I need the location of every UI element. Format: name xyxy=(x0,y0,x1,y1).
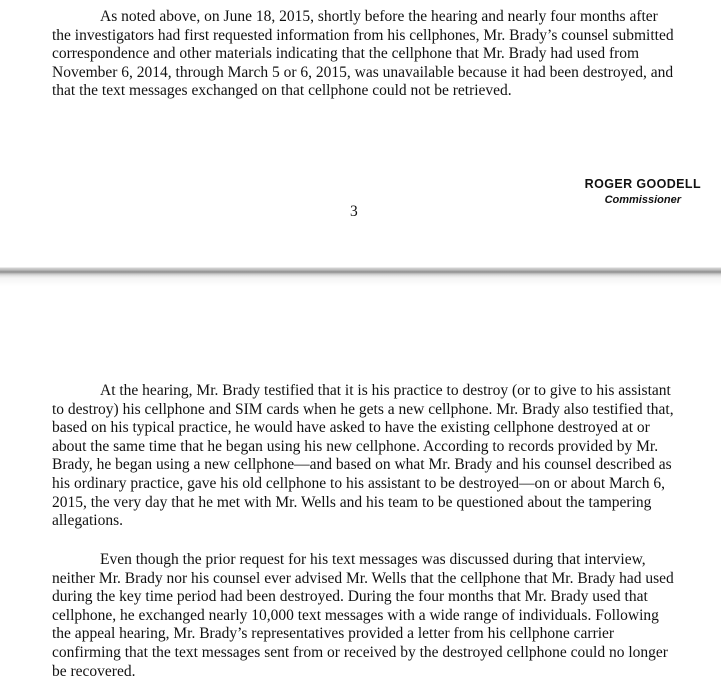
paragraph-hearing-testimony: At the hearing, Mr. Brady testified that it is his practice to destroy (or to give to his assistant to destroy) his cellphone and SIM cards when he gets a new cellphone. Mr. Brady also testified that, based on his typical practice, he would have asked to have the existing cellphone destroyed at or about the same time that he began using his new cellphone. According to records provided by Mr. Brady, he began using a new cellphone—and based on what Mr. Brady and his counsel described as his ordinary practice, gave his old cellphone to his assistant to be destroyed—on or about March 6, 2015, the very day that he met with Mr. Wells and his team to be questioned about the tampering allegations. xyxy=(52,382,674,530)
signature-block xyxy=(585,177,701,206)
signature-name: ROGER GOODELL xyxy=(584,177,701,191)
page-number: 3 xyxy=(350,203,358,220)
signature-title: Commissioner xyxy=(604,194,681,206)
paragraph-cellphone-destroyed: As noted above, on June 18, 2015, shortly before the hearing and nearly four months after the investigators had first requested information from his cellphones, Mr. Brady’s counsel submitted correspondence and other materials indicating that the cellphone that Mr. Brady had used from November 6, 2014, through March 5 or 6, 2015, was unavailable because it had been destroyed, and that the text messages exchanged on that cellphone could not be retrieved. xyxy=(52,8,674,100)
paragraph-text-messages: Even though the prior request for his text messages was discussed during that interview, neither Mr. Brady nor his counsel ever advised Mr. Wells that the cellphone that Mr. Brady had used during the key time period had been destroyed. During the four months that Mr. Brady used that cellphone, he exchanged nearly 10,000 text messages with a wide range of individuals. Following the appeal hearing, Mr. Brady’s representatives provided a letter from his cellphone carrier confirming that the text messages sent from or received by the destroyed cellphone could no longer be recovered. xyxy=(52,551,674,680)
document-page-bottom xyxy=(0,286,721,688)
document-page-top xyxy=(0,0,721,262)
page-divider xyxy=(0,262,721,286)
